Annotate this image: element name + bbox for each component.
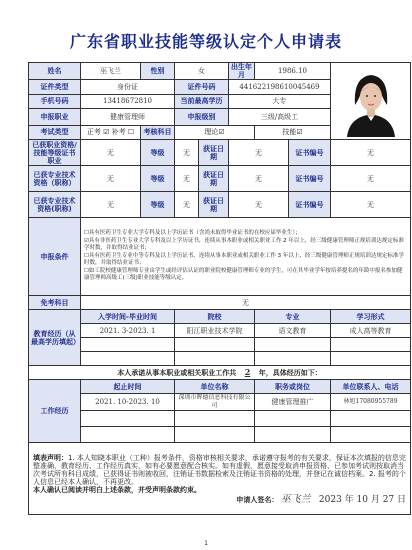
condition-item: ☐具有医药卫生专业大学专科及以上学历证书（含尚未取得毕业证书的在校应届毕业生）；: [84, 230, 301, 237]
id-type-label: 证件类型: [29, 80, 81, 94]
cert-a-grade-value: 无: [175, 140, 199, 166]
declaration-confirm: 本人确认已阅读并明白上述条款，并受声明条款约束。: [33, 485, 201, 494]
edu-school-header: 院校: [175, 310, 255, 324]
work-row-position: 健康管理推广: [255, 394, 331, 411]
cert-b-date-value: 无: [229, 166, 289, 192]
edu-row-time: [81, 352, 175, 366]
cert-b-grade-label: 等级: [141, 166, 175, 192]
edu-form-header: 学习形式: [331, 310, 411, 324]
subject-theory: 理论☑: [175, 125, 255, 139]
cert-b-date-label: 获证日期: [199, 166, 229, 192]
signature-date: 2023 年 10 月 27 日: [318, 494, 407, 505]
phone-label: 手机号码: [29, 94, 81, 108]
edu-row-major: [255, 352, 331, 366]
edu-row-time: [81, 338, 175, 352]
phone-value: 13418672810: [81, 94, 175, 108]
work-row-unit: [175, 411, 255, 427]
cert-c-no-value: 无: [331, 192, 411, 218]
condition-item: ☐具有医药卫生专业中等专科及以上学历证书，连续从事本职业或相关职业工作 3 年以上，经三级健康管理师正规培训达规定标准学时数，并取得结业证书；: [84, 252, 404, 267]
cert-b-no-label: 证书编号: [289, 166, 331, 192]
exemption-label: 免考科目: [29, 296, 81, 310]
occupation-value: 健康管理师: [81, 109, 175, 125]
work-time-header: 起止时间: [81, 380, 175, 394]
cert-a-no-value: 无: [331, 140, 411, 166]
edu-row-school: [175, 338, 255, 352]
cert-a-date-value: 无: [229, 140, 289, 166]
work-row-reference: [331, 427, 411, 443]
cert-a-grade-label: 等级: [141, 140, 175, 166]
edu-row-major: [255, 338, 331, 352]
edu-major-header: 专业: [255, 310, 331, 324]
level-label: 申报级别: [175, 109, 229, 125]
work-summary: [29, 366, 411, 380]
birth-value: 1986.10: [255, 63, 331, 80]
work-row-unit: 深圳市晖德信息科技有限公司: [175, 394, 255, 411]
name-value: 巫飞兰: [81, 63, 141, 80]
level-value: 三级/高级工: [229, 109, 331, 125]
cert-c-date-value: 无: [229, 192, 289, 218]
edu-row-school: 阳江职业技术学院: [175, 324, 255, 338]
work-row-reference: 林旭17080955789: [331, 394, 411, 411]
id-no-label: 证件号码: [175, 80, 229, 94]
cert-c-date-label: 获证日期: [199, 192, 229, 218]
work-row-time: 2021. 10-2023. 10: [81, 394, 175, 411]
edu-time-header: 入学时间-毕业时间: [81, 310, 175, 324]
work-summary-prefix: 本人承诺从事本职业或相关职业工作共: [117, 369, 237, 377]
exemption-value: 无: [81, 296, 411, 310]
photo-cell: [331, 63, 411, 140]
work-row-position: [255, 411, 331, 427]
signature-label: 申请人签名：: [236, 495, 279, 504]
cert-c-label: 已获专业技术资格(职称): [29, 192, 81, 218]
condition-item: ☑具有非医药卫生专业大学专科及以上学历证书，连续从事本职业或相关职业工作 2 年以上，经三级健康管理师正规培训达规定标准学时数，并取得结业证书；: [84, 237, 404, 252]
edu-row-time: 2021. 3-2023. 1: [81, 324, 175, 338]
condition-item: ☐如工院校健康管理师专业由学生或经评估认证的职业院校健康管理师专业的学生，可在其毕业学年按培养提名的年龄中报名参加健康管理师高级工(三级)职业技能等级认定。: [84, 267, 403, 282]
work-row-unit: [175, 427, 255, 443]
cert-a-date-label: 获证日期: [199, 140, 229, 166]
form-title: 广东省职业技能等级认定个人申请表: [69, 32, 342, 51]
applicant-photo: [333, 63, 409, 137]
cert-b-no-value: 无: [331, 166, 411, 192]
work-years: 2: [244, 367, 251, 377]
page-number: 1: [204, 540, 208, 547]
exam-type-label: 考试类型: [29, 125, 81, 139]
edu-row-form: 成人高等教育: [331, 324, 411, 338]
declaration-text: 1. 本人知晓本职业（工种）报考条件，资格审核相关要求，承诺遵守报考的有关要求，保证本次填报的信息完整准确，教育经历、工作经历真实，如有必要愿意配合核实。如有虚假，愿意接受取消申报资格、已参加考试则按取消当次考试所有科目成绩，已获得证书则被收回，注销证书数据检索及注销证书资格的处理，并登记在诚信档案。2. 报考的个人信息已经本人确认，不再更改。: [33, 453, 406, 486]
work-row-position: [255, 427, 331, 443]
gender-label: 性别: [141, 63, 175, 80]
birth-label: 出生年月: [229, 63, 255, 80]
name-label: 姓名: [29, 63, 81, 80]
edu-row-school: [175, 352, 255, 366]
cert-c-value: 无: [81, 192, 141, 218]
cert-b-label: 已获专业技术资格（职称）: [29, 166, 81, 192]
work-position-header: 职务或岗位: [255, 380, 331, 394]
subject-skill: 技能☑: [255, 125, 331, 139]
cert-c-grade-value: 无: [175, 192, 199, 218]
work-history-label: 工作经历: [29, 380, 81, 443]
application-form: [28, 62, 411, 515]
education-value: 大专: [229, 94, 331, 108]
declaration-block: [29, 443, 411, 515]
occupation-label: 申报职业: [29, 109, 81, 125]
work-row-time: [81, 427, 175, 443]
exam-type-value: 正考 ☑ 补考 ☐: [81, 125, 141, 139]
education-label: 当前最高学历: [175, 94, 229, 108]
work-unit-header: 单位名称: [175, 380, 255, 394]
cert-a-value: 无: [81, 140, 141, 166]
cert-c-grade-label: 等级: [141, 192, 175, 218]
edu-row-form: [331, 352, 411, 366]
work-summary-suffix: 年，具体经历如下：: [258, 369, 322, 377]
declaration-heading: 填表声明：: [33, 453, 68, 462]
cert-b-value: 无: [81, 166, 141, 192]
work-row-reference: [331, 411, 411, 427]
cert-c-no-label: 证书编号: [289, 192, 331, 218]
conditions-list: [81, 218, 411, 296]
edu-row-major: 语文教育: [255, 324, 331, 338]
work-row-time: [81, 411, 175, 427]
applicant-signature: 巫飞兰: [280, 493, 311, 505]
edu-row-form: [331, 338, 411, 352]
edu-history-label: 教育经历（从最高学历填起）: [29, 310, 81, 366]
id-no-value: 441622198610045469: [229, 80, 331, 94]
gender-value: 女: [175, 63, 229, 80]
conditions-label: 申报条件: [29, 218, 81, 296]
cert-b-grade-value: 无: [175, 166, 199, 192]
id-type-value: 身份证: [81, 80, 175, 94]
cert-a-no-label: 证书编号: [289, 140, 331, 166]
cert-a-label: 已获职业资格/技能等级证书职业: [29, 140, 81, 166]
subjects-label: 考核科目: [141, 125, 175, 139]
work-reference-header: 单位联系人、电话: [331, 380, 411, 394]
